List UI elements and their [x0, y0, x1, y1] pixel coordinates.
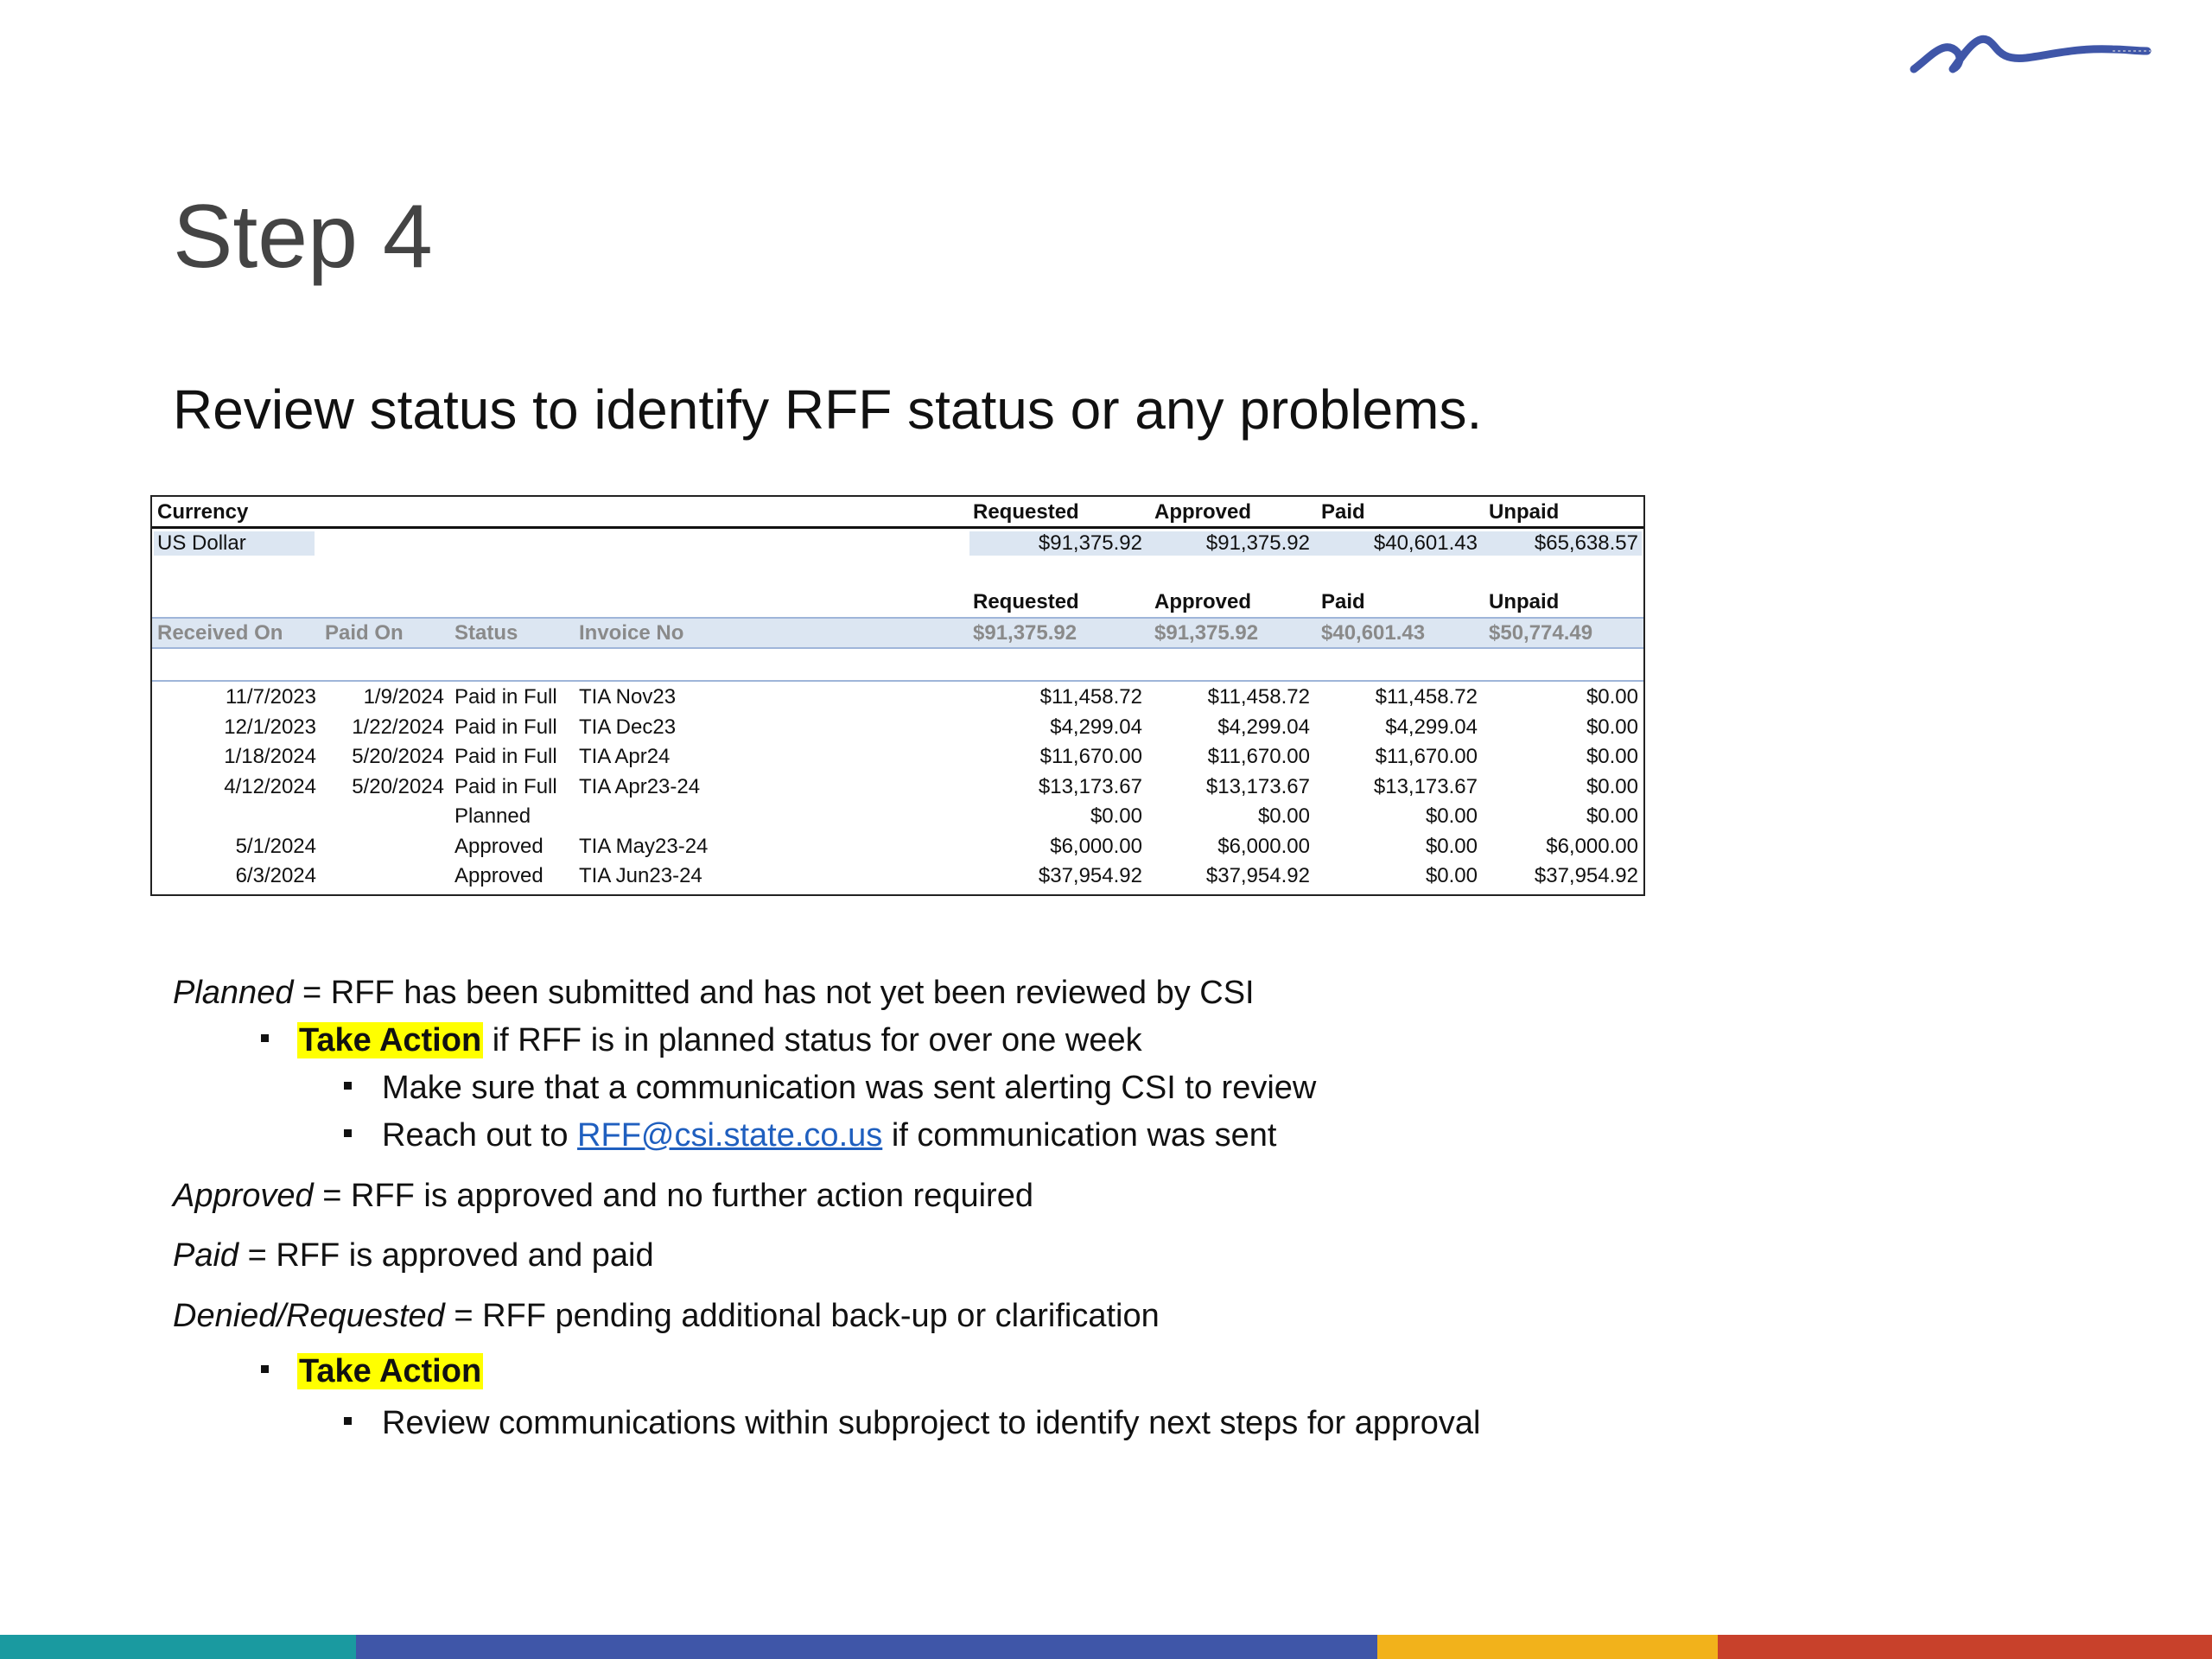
summary-paid: $40,601.43	[1373, 531, 1478, 555]
cell-paid-on: 1/9/2024	[363, 685, 444, 709]
total-requested: $91,375.92	[973, 621, 1077, 645]
cell-status: Paid in Full	[454, 774, 557, 798]
def-denied: = RFF pending additional back-up or clarification	[444, 1298, 1160, 1334]
cell-unpaid: $0.00	[1586, 745, 1638, 768]
reach-out-text: Reach out to	[382, 1117, 578, 1154]
rff-status-table	[150, 495, 1645, 896]
cell-paid: $11,670.00	[1375, 745, 1478, 768]
bullet-icon	[261, 1365, 269, 1373]
footer-color-bar	[0, 1635, 2212, 1659]
cell-invoice: TIA May23-24	[579, 834, 709, 858]
cell-status: Paid in Full	[454, 745, 557, 768]
bullet-icon	[261, 1034, 269, 1042]
term-approved: Approved	[173, 1178, 314, 1214]
cell-paid-on: 1/22/2024	[352, 715, 444, 739]
cell-requested: $0.00	[1090, 804, 1142, 828]
cell-invoice: TIA Jun23-24	[579, 864, 702, 887]
cell-paid: $0.00	[1425, 804, 1478, 828]
cell-paid: $0.00	[1425, 864, 1478, 887]
cell-requested: $4,299.04	[1050, 715, 1142, 739]
legend-approved	[173, 1175, 1033, 1217]
legend-paid	[173, 1235, 654, 1276]
summary-approved: $91,375.92	[1205, 531, 1310, 555]
cell-requested: $13,173.67	[1038, 774, 1142, 798]
detail-header-approved: Approved	[1154, 590, 1252, 613]
column-received-on: Received On	[157, 621, 283, 645]
cell-received: 5/1/2024	[235, 834, 316, 858]
cell-received: 12/1/2023	[224, 715, 316, 739]
term-paid: Paid	[173, 1237, 239, 1274]
cell-received: 1/18/2024	[224, 745, 316, 768]
bullet-icon	[344, 1082, 352, 1090]
legend-planned	[173, 972, 1255, 1014]
def-approved: = RFF is approved and no further action required	[313, 1178, 1033, 1214]
summary-requested: $91,375.92	[1038, 531, 1142, 555]
cell-approved: $13,173.67	[1205, 774, 1310, 798]
cell-received: 6/3/2024	[235, 864, 316, 887]
column-invoice-no: Invoice No	[579, 621, 684, 645]
planned-action-text: if RFF is in planned status for over one week	[483, 1022, 1142, 1058]
cell-approved: $6,000.00	[1217, 834, 1310, 858]
take-action-highlight: Take Action	[299, 1022, 482, 1058]
cell-status: Paid in Full	[454, 685, 557, 709]
header-requested: Requested	[973, 500, 1079, 524]
header-currency: Currency	[157, 500, 249, 524]
bullet-icon	[344, 1417, 352, 1425]
detail-header-unpaid: Unpaid	[1489, 590, 1560, 613]
total-unpaid: $50,774.49	[1489, 621, 1593, 645]
cell-unpaid: $0.00	[1586, 804, 1638, 828]
cell-paid: $4,299.04	[1385, 715, 1478, 739]
legend-denied-action	[297, 1351, 483, 1392]
cell-unpaid: $0.00	[1586, 715, 1638, 739]
cell-received: 11/7/2023	[226, 685, 316, 709]
slide-subtitle: Review status to identify RFF status or any problems.	[173, 378, 1483, 441]
take-action-highlight: Take Action	[299, 1353, 482, 1389]
bullet-icon	[344, 1129, 352, 1137]
footer-segment-blue	[356, 1635, 1377, 1659]
cell-invoice: TIA Dec23	[579, 715, 677, 739]
cell-paid: $11,458.72	[1375, 685, 1478, 709]
footer-segment-gold	[1377, 1635, 1718, 1659]
detail-header-paid: Paid	[1321, 590, 1365, 613]
slide-title: Step 4	[173, 187, 433, 287]
cell-status: Approved	[454, 864, 543, 887]
cell-paid-on: 5/20/2024	[352, 745, 444, 768]
footer-segment-red	[1718, 1635, 2212, 1659]
reach-out-post-text: if communication was sent	[882, 1117, 1277, 1154]
cell-approved: $0.00	[1257, 804, 1310, 828]
header-paid: Paid	[1321, 500, 1365, 524]
header-approved: Approved	[1154, 500, 1252, 524]
cell-unpaid: $0.00	[1586, 774, 1638, 798]
summary-unpaid: $65,638.57	[1534, 531, 1638, 555]
cell-paid: $13,173.67	[1373, 774, 1478, 798]
cell-approved: $4,299.04	[1217, 715, 1310, 739]
cell-paid: $0.00	[1425, 834, 1478, 858]
cell-requested: $11,670.00	[1039, 745, 1142, 768]
cell-requested: $6,000.00	[1050, 834, 1142, 858]
column-paid-on: Paid On	[325, 621, 404, 645]
planned-sub-item-2	[382, 1115, 1276, 1156]
cell-unpaid: $37,954.92	[1534, 864, 1638, 887]
cell-invoice: TIA Apr24	[579, 745, 671, 768]
denied-sub-item-1: Review communications within subproject to identify next steps for approval	[382, 1405, 1481, 1441]
term-denied-requested: Denied/Requested	[173, 1298, 445, 1334]
summary-currency: US Dollar	[157, 531, 246, 555]
cell-received: 4/12/2024	[224, 774, 316, 798]
cell-unpaid: $0.00	[1586, 685, 1638, 709]
cell-approved: $11,670.00	[1207, 745, 1310, 768]
legend-planned-action	[297, 1020, 1142, 1061]
detail-header-requested: Requested	[973, 590, 1079, 613]
cell-requested: $37,954.92	[1038, 864, 1142, 887]
cell-status: Planned	[454, 804, 531, 828]
cell-invoice: TIA Apr23-24	[579, 774, 701, 798]
cell-approved: $37,954.92	[1205, 864, 1310, 887]
cell-unpaid: $6,000.00	[1546, 834, 1638, 858]
def-planned: = RFF has been submitted and has not yet been reviewed by CSI	[293, 975, 1255, 1011]
total-paid: $40,601.43	[1321, 621, 1426, 645]
planned-sub-item-1: Make sure that a communication was sent alerting CSI to review	[382, 1070, 1317, 1106]
cell-invoice: TIA Nov23	[579, 685, 677, 709]
header-unpaid: Unpaid	[1489, 500, 1560, 524]
footer-segment-teal	[0, 1635, 356, 1659]
logo-mountain-icon	[1905, 22, 2156, 82]
cell-status: Paid in Full	[454, 715, 557, 739]
cell-paid-on: 5/20/2024	[352, 774, 444, 798]
term-planned: Planned	[173, 975, 294, 1011]
cell-status: Approved	[454, 834, 543, 858]
column-status: Status	[454, 621, 518, 645]
def-paid: = RFF is approved and paid	[238, 1237, 654, 1274]
email-link[interactable]: RFF@csi.state.co.us	[577, 1117, 883, 1154]
legend-denied	[173, 1295, 1160, 1337]
cell-requested: $11,458.72	[1039, 685, 1142, 709]
cell-approved: $11,458.72	[1207, 685, 1310, 709]
total-approved: $91,375.92	[1154, 621, 1259, 645]
